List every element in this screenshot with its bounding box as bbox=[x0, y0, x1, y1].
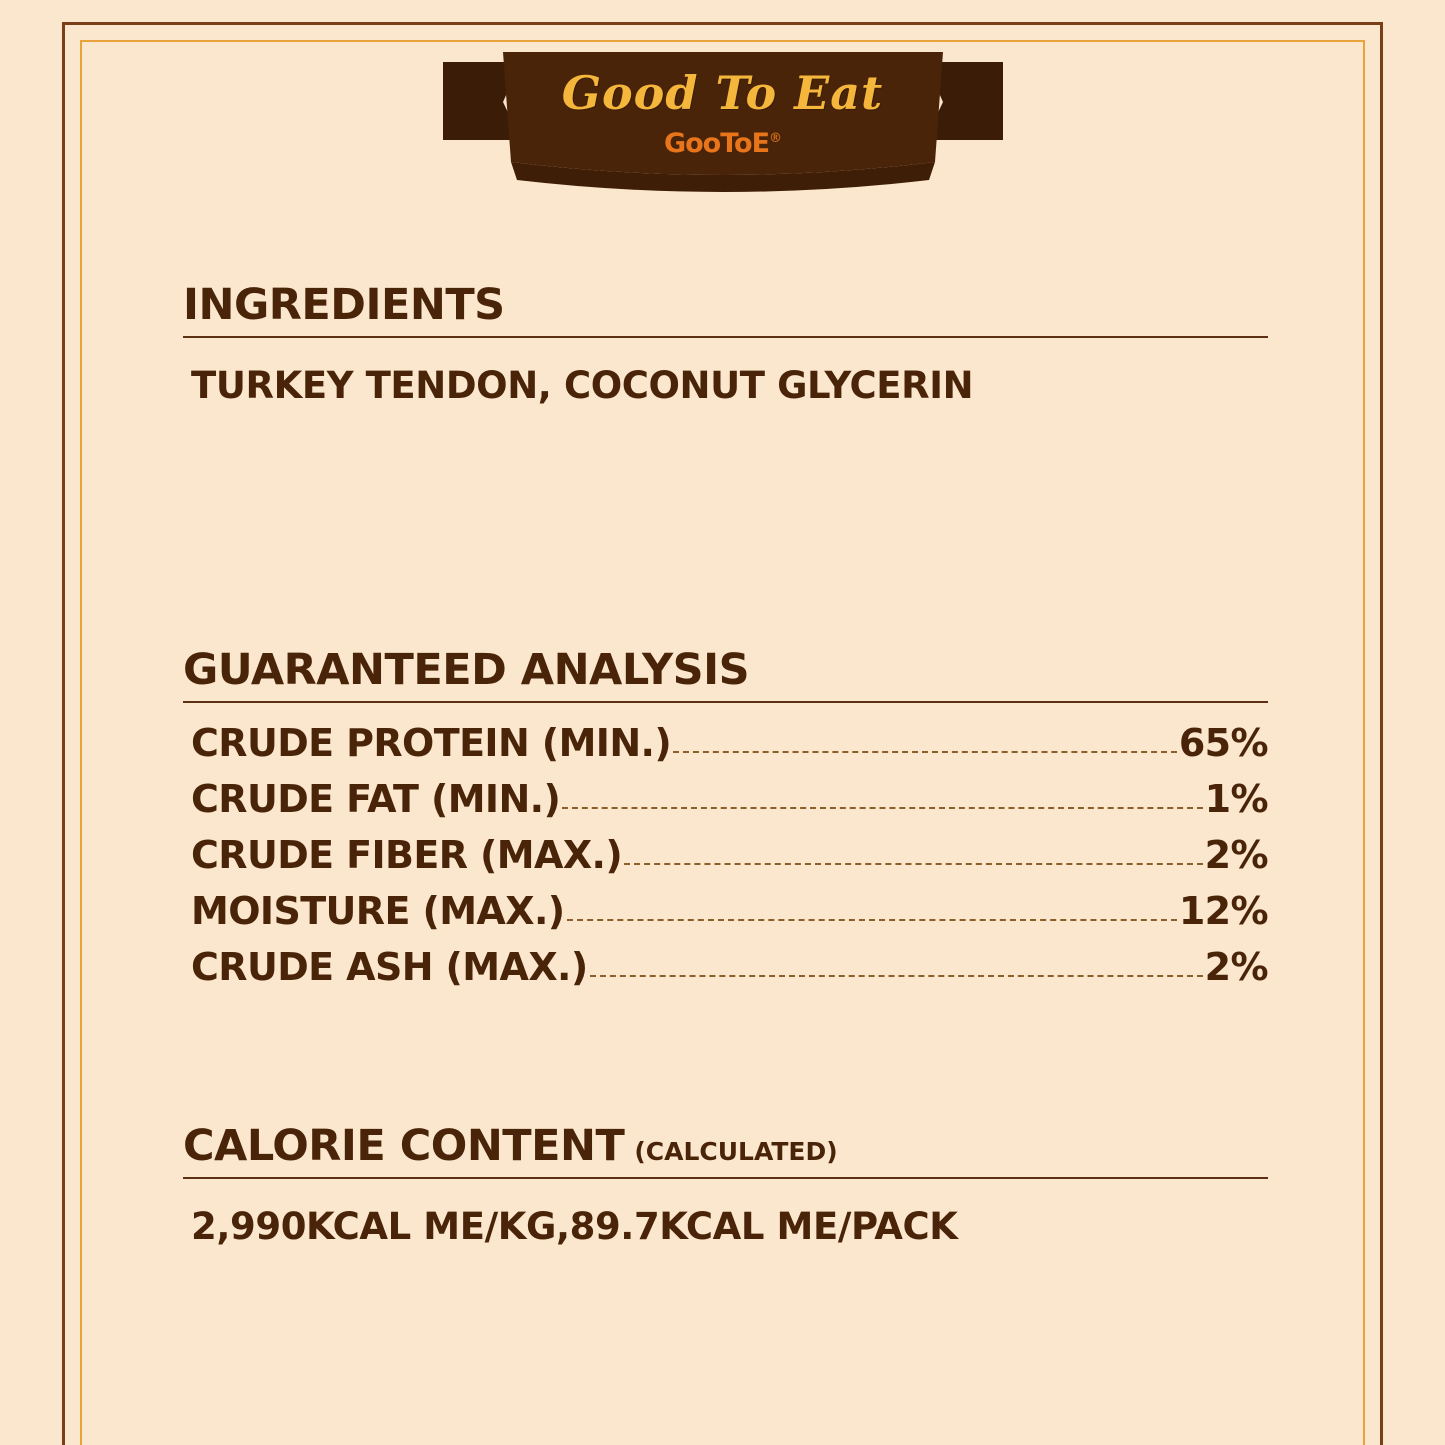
analysis-row bbox=[183, 945, 1268, 989]
registered-trademark-icon: ® bbox=[769, 131, 782, 146]
leader-dots bbox=[562, 806, 1202, 809]
corner-accent-top-left bbox=[62, 22, 107, 67]
analysis-row-value: 12% bbox=[1178, 889, 1268, 933]
spacer-two bbox=[183, 1001, 1268, 1121]
brand-banner bbox=[443, 40, 1003, 195]
guaranteed-analysis-heading: GUARANTEED ANALYSIS bbox=[183, 645, 750, 695]
brand-logo-word: GooToE bbox=[663, 128, 770, 159]
analysis-row-name: MOISTURE (MAX.) bbox=[191, 889, 565, 933]
analysis-row-value: 2% bbox=[1204, 945, 1268, 989]
ingredients-section bbox=[183, 280, 1268, 407]
brand-logo-text bbox=[443, 128, 1003, 159]
analysis-row-value: 65% bbox=[1178, 721, 1268, 765]
ingredients-heading: INGREDIENTS bbox=[183, 280, 505, 330]
calorie-content-heading-suffix: (CALCULATED) bbox=[634, 1137, 838, 1166]
calorie-content-text: 2,990KCAL ME/KG,89.7KCAL ME/PACK bbox=[191, 1205, 958, 1248]
calorie-content-heading-row bbox=[183, 1121, 1268, 1179]
analysis-row bbox=[183, 721, 1268, 765]
calorie-content-heading: CALORIE CONTENT bbox=[183, 1121, 625, 1171]
guaranteed-analysis-rows bbox=[183, 721, 1268, 989]
brand-name: Good To Eat bbox=[561, 66, 884, 120]
analysis-row-name: CRUDE FAT (MIN.) bbox=[191, 777, 561, 821]
label-content bbox=[183, 280, 1268, 1254]
leader-dots bbox=[567, 918, 1177, 921]
leader-dots bbox=[590, 974, 1203, 977]
guaranteed-analysis-section bbox=[183, 645, 1268, 989]
analysis-row-value: 2% bbox=[1204, 833, 1268, 877]
leader-dots bbox=[624, 862, 1203, 865]
leader-dots bbox=[673, 750, 1177, 753]
corner-accent-top-right bbox=[1338, 22, 1383, 67]
analysis-row-name: CRUDE ASH (MAX.) bbox=[191, 945, 588, 989]
analysis-row-name: CRUDE FIBER (MAX.) bbox=[191, 833, 623, 877]
analysis-row-value: 1% bbox=[1204, 777, 1268, 821]
spacer-one bbox=[183, 413, 1268, 645]
analysis-row-name: CRUDE PROTEIN (MIN.) bbox=[191, 721, 672, 765]
ingredients-heading-row bbox=[183, 280, 1268, 338]
analysis-row bbox=[183, 833, 1268, 877]
calorie-content-section bbox=[183, 1121, 1268, 1248]
analysis-row bbox=[183, 889, 1268, 933]
analysis-row bbox=[183, 777, 1268, 821]
ingredients-text: TURKEY TENDON, COCONUT GLYCERIN bbox=[191, 364, 974, 407]
guaranteed-analysis-heading-row bbox=[183, 645, 1268, 703]
